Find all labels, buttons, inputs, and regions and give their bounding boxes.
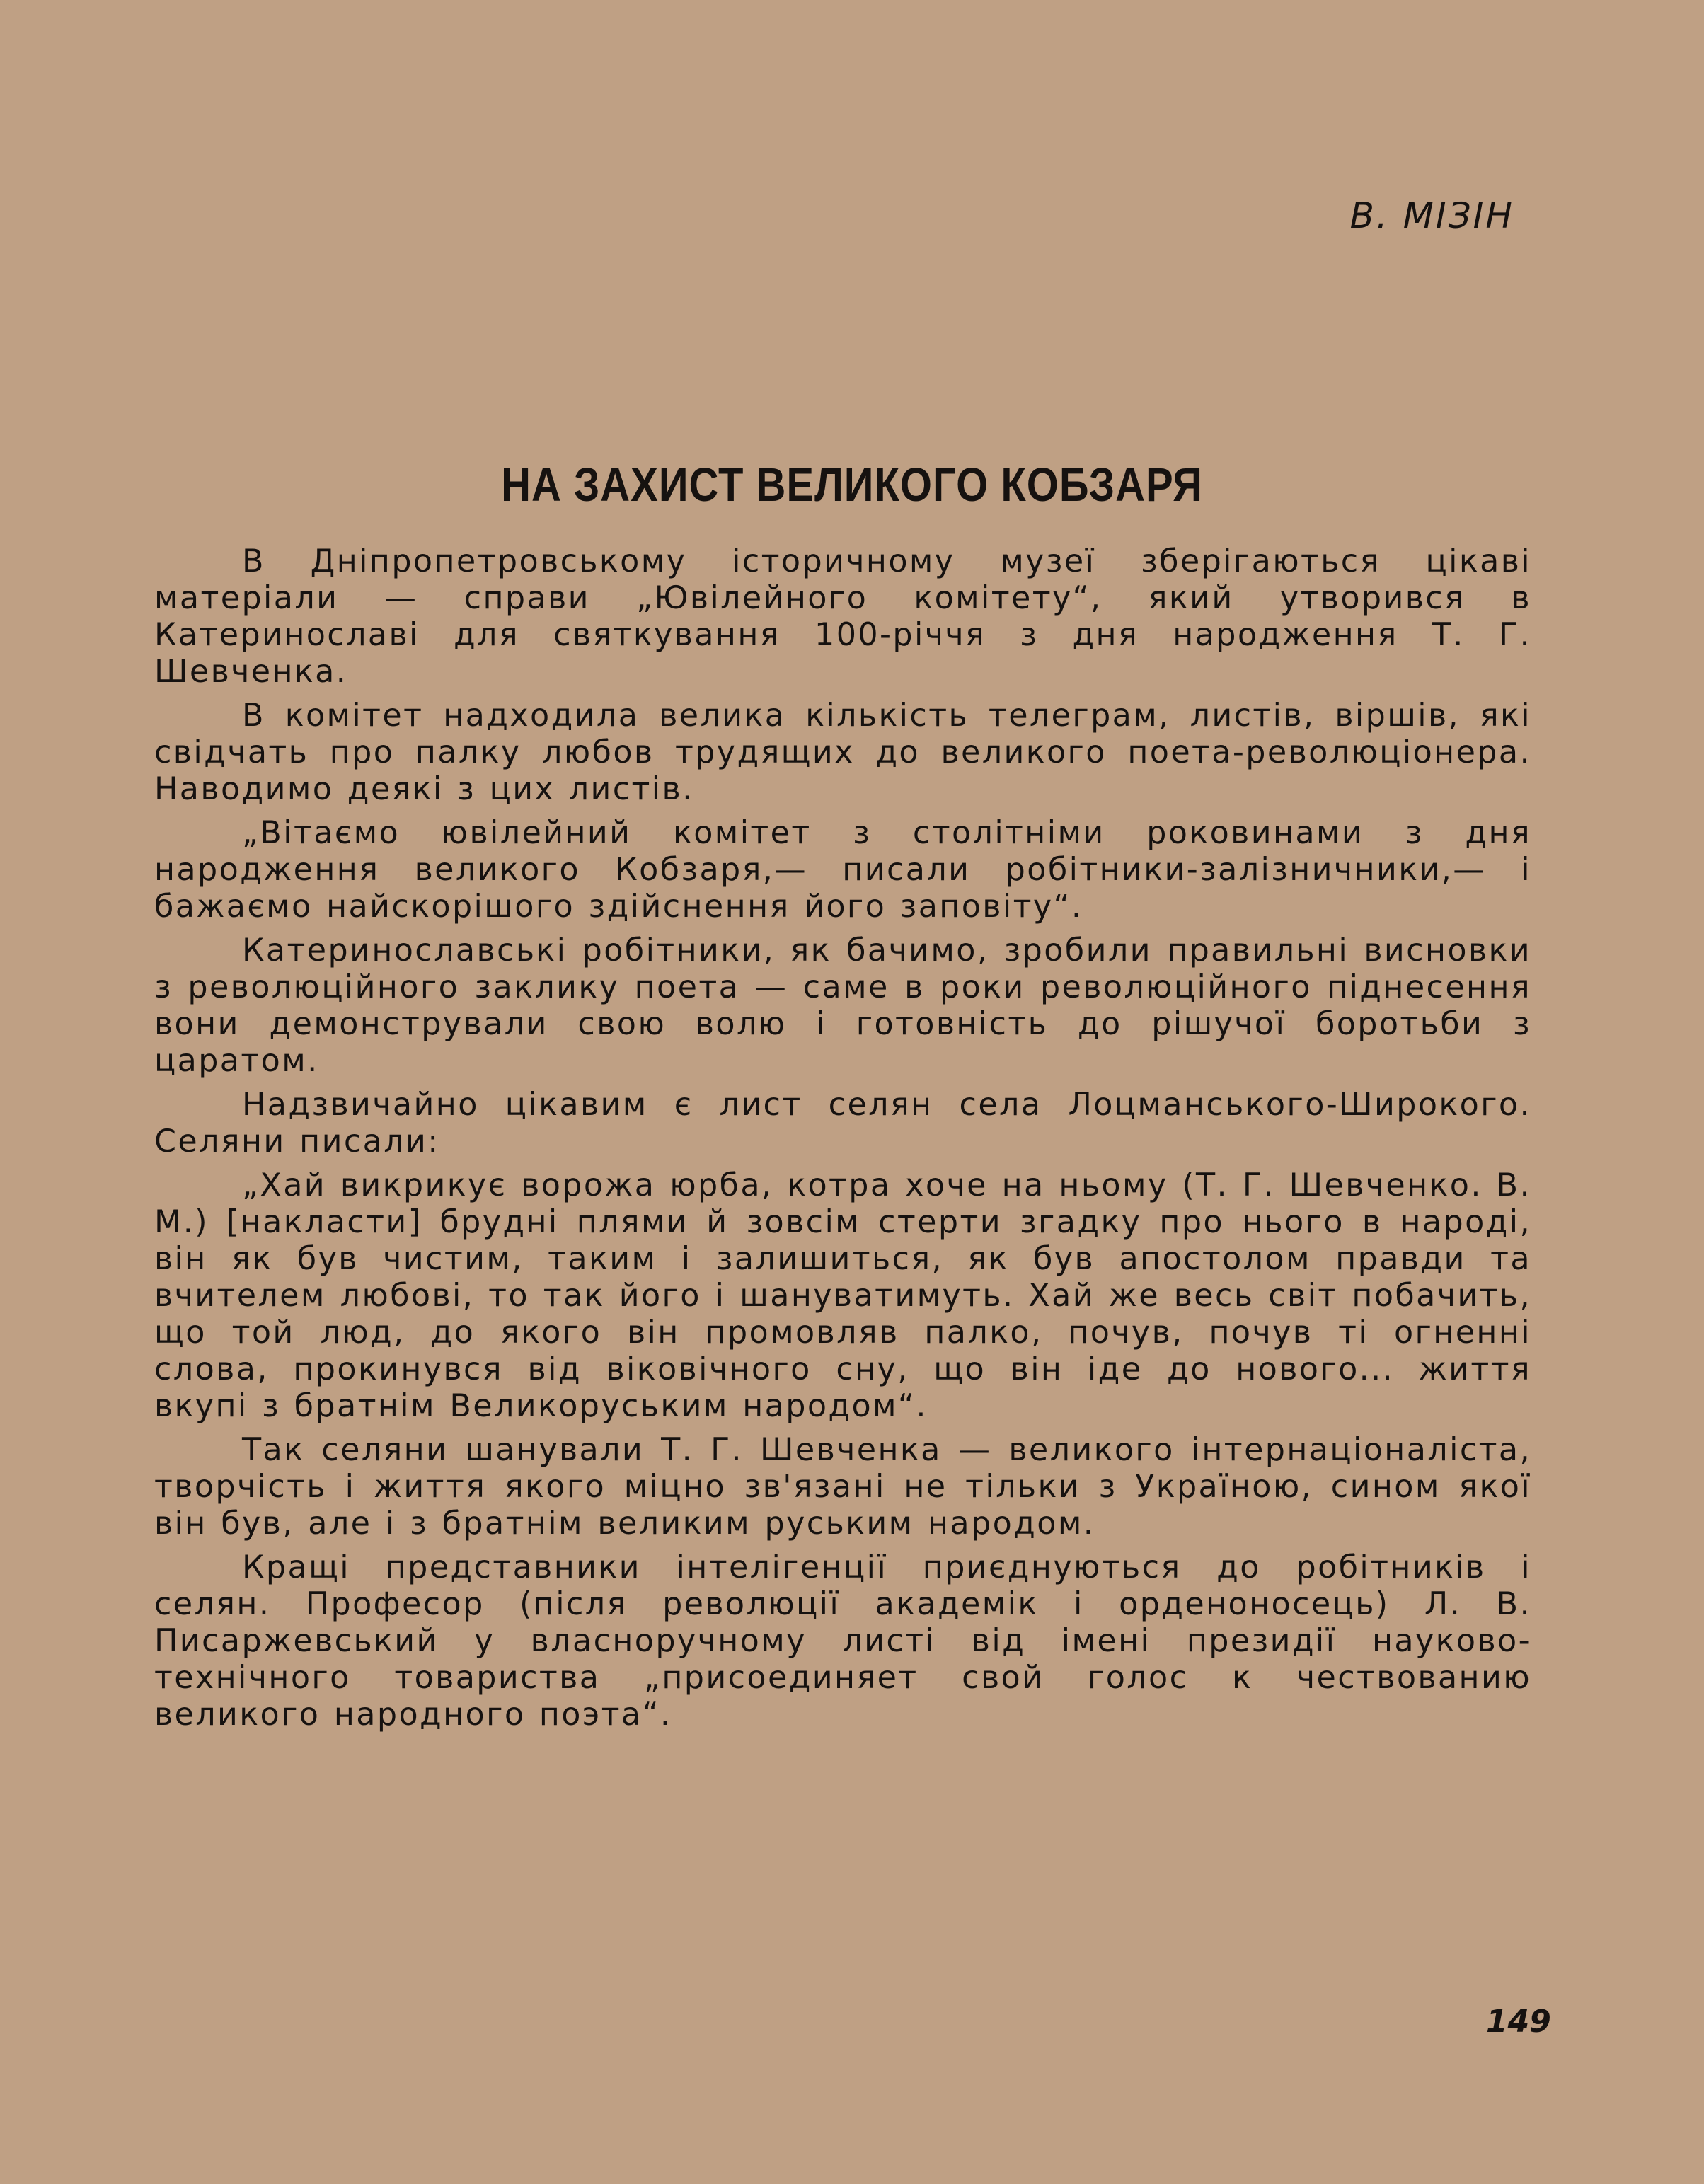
page-number: 149 bbox=[1486, 2004, 1551, 2040]
paragraph: Надзвичайно цікавим є лист селян села Лоцманського-Широкого. Селяни писали: bbox=[154, 1087, 1531, 1160]
paragraph: „Хай викрикує ворожа юрба, котра хоче на ньому (Т. Г. Шевченко. В. М.) [накласти] брудні плями й зовсім стерти згадку про нього в народі, він як був чистим, таким і залишиться, як був апостолом правди та вчителем любові, то так його і шануватимуть. Хай же весь світ побачить, що той люд, до якого він промовляв палко, почув, почув ті огненні слова, прокинувся від віковічного сну, що він іде до нового... життя вкупі з братнім Великоруським народом“. bbox=[154, 1167, 1531, 1424]
paragraph: Так селяни шанували Т. Г. Шевченка — великого інтернаціоналіста, творчість і життя якого міцно зв'язані не тільки з Україною, сином якої він був, але і з братнім великим руським народом. bbox=[154, 1432, 1531, 1542]
article-title: НА ЗАХИСТ ВЕЛИКОГО КОБЗАРЯ bbox=[501, 458, 1203, 512]
paragraph: В комітет надходила велика кількість телеграм, листів, віршів, які свідчать про палку любов трудящих до великого поета-революціонера. Наводимо деякі з цих листів. bbox=[154, 698, 1531, 807]
author-name: В. МІЗІН bbox=[1349, 195, 1514, 236]
paragraph: „Вітаємо ювілейний комітет з столітніми роковинами з дня народження великого Кобзаря,— писали робітники-залізничники,— і бажаємо найскорішого здійснення його заповіту“. bbox=[154, 815, 1531, 925]
paragraph: В Дніпропетровському історичному музеї зберігаються цікаві матеріали — справи „Ювілейного комітету“, який утворився в Катеринославі для святкування 100-річчя з дня народження Т. Г. Шевченка. bbox=[154, 543, 1531, 690]
paragraph: Кращі представники інтелігенції приєднуються до робітників і селян. Професор (після революції академік і орденоносець) Л. В. Писаржевський у власноручному листі від імені президії науково-технічного товариства „присоединяет свой голос к чествованию великого народного поэта“. bbox=[154, 1549, 1531, 1733]
article-body bbox=[154, 543, 1531, 1740]
paragraph: Катеринославські робітники, як бачимо, зробили правильні висновки з революційного заклику поета — саме в роки революційного піднесення вони демонстрували свою волю і готовність до рішучої боротьби з царатом. bbox=[154, 932, 1531, 1079]
